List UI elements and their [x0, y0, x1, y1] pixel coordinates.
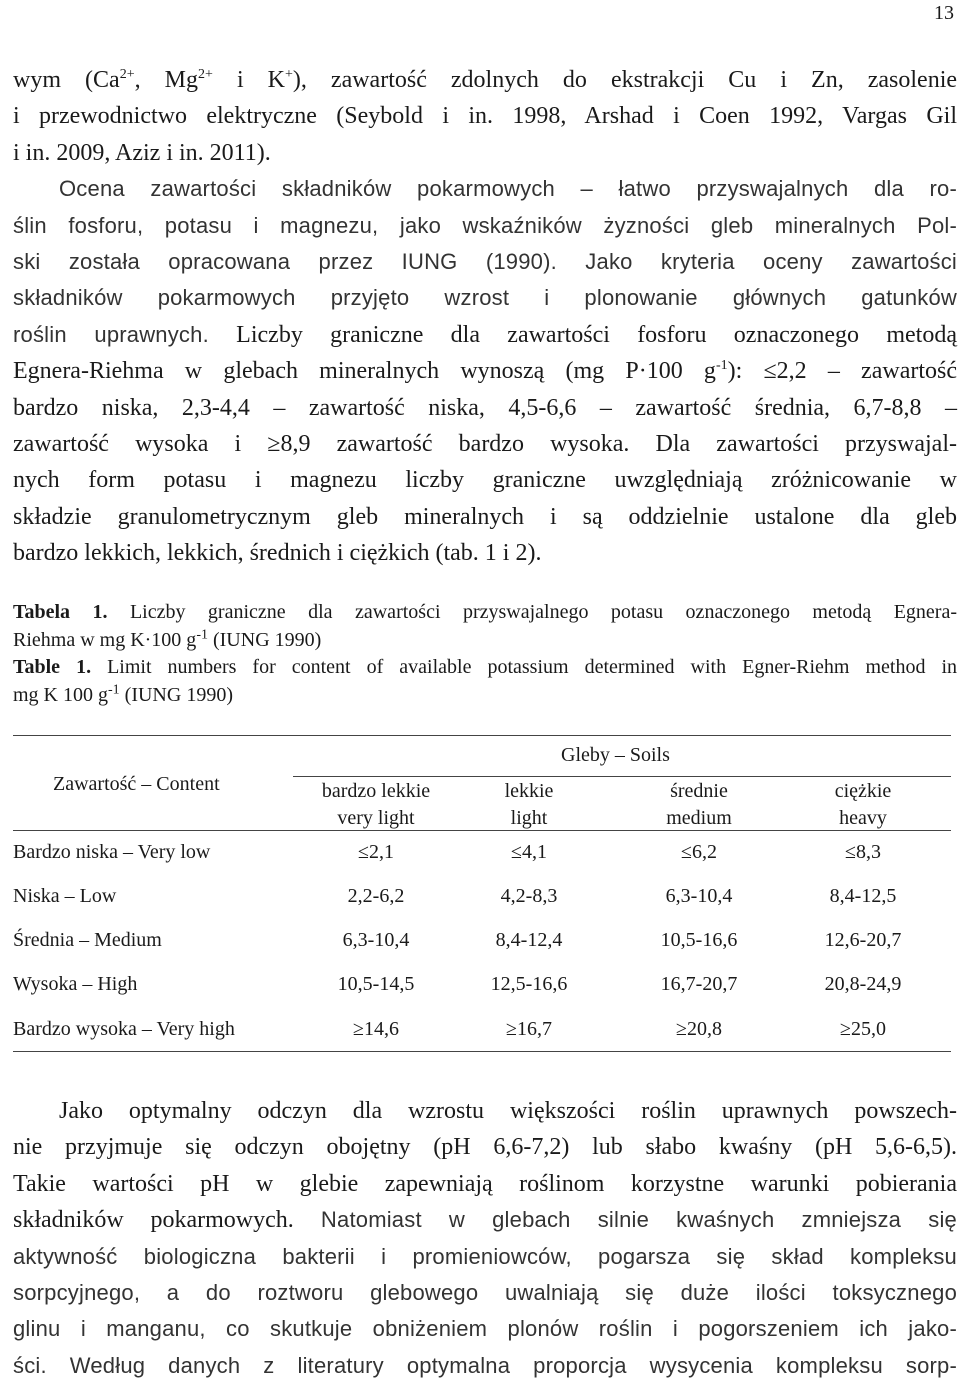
- table-cell: 8,4-12,4: [495, 929, 563, 951]
- text-line: i przewodnictwo elektryczne (Seybold i in. 1998, Arshad i Coen 1992, Vargas Gil: [13, 103, 957, 130]
- table-cell: 6,3-10,4: [342, 929, 410, 951]
- table-cell: ≥14,6: [353, 1018, 399, 1040]
- text-line: Takie wartości pH w glebie zapewniają roślinom korzystne warunki pobierania: [13, 1170, 957, 1197]
- table-row: [13, 973, 951, 1003]
- row-label: Bardzo wysoka – Very high: [13, 1018, 235, 1040]
- table-rule-bottom: [13, 1051, 951, 1052]
- text-line: roślin uprawnych. Liczby graniczne dla zawartości fosforu oznaczonego metodą: [13, 321, 957, 348]
- header-soils-rule: [293, 776, 951, 777]
- caption-line: mg K 100 $g^{-1}$ (IUNG 1990): [13, 682, 233, 706]
- table-cell: 12,5-16,6: [490, 973, 568, 995]
- table-cell: 16,7-20,7: [660, 973, 738, 995]
- column-header-very-light: bardzo lekkie very light: [321, 780, 431, 829]
- text-line: składzie granulometrycznym gleb mineralnych i są oddzielnie ustalone dla gleb: [13, 503, 957, 530]
- table-cell: 6,3-10,4: [665, 885, 733, 907]
- table-cell: 12,6-20,7: [824, 929, 902, 951]
- table-cell: 4,2-8,3: [500, 885, 558, 907]
- table-row: [13, 841, 951, 871]
- body-text-top: [13, 62, 957, 572]
- table-caption-en: [13, 653, 957, 709]
- table-cell: ≤8,3: [845, 841, 881, 863]
- table-cell: 10,5-16,6: [660, 929, 738, 951]
- text-line: nie przyjmuje się odczyn obojętny (pH 6,6-7,2) lub słabo kwaśny (pH 5,6-6,5).: [13, 1134, 957, 1161]
- header-content: Zawartość – Content: [53, 773, 220, 795]
- caption-line: Tabela 1. Liczby graniczne dla zawartości przyswajalnego potasu oznaczonego metodą Egnera-: [13, 601, 957, 623]
- row-label: Średnia – Medium: [13, 929, 162, 951]
- text-line: składników pokarmowych przyjęto wzrost i plonowanie głównych gatunków: [13, 285, 957, 311]
- table-rule-top: [13, 735, 951, 736]
- text-line: Ocena zawartości składników pokarmowych – łatwo przyswajalnych dla ro-: [59, 176, 957, 202]
- text-line: wym ($Ca^{2+}$, $Mg^{2+}$ i K+), zawartość zdolnych do ekstrakcji Cu i Zn, zasolenie: [13, 67, 958, 93]
- page-number: 13: [934, 2, 954, 24]
- table-cell: 2,2-6,2: [347, 885, 405, 907]
- table-cell: ≥25,0: [840, 1018, 886, 1040]
- table-row: [13, 1018, 951, 1048]
- table-cell: 8,4-12,5: [829, 885, 897, 907]
- table-cell: ≥20,8: [676, 1018, 722, 1040]
- column-header-medium: średnie medium: [666, 780, 732, 829]
- body-text-bottom: [13, 1093, 957, 1384]
- column-header-light: lekkie light: [504, 780, 554, 829]
- table-cell: ≤2,1: [358, 841, 394, 863]
- text-line: nych form potasu i magnezu liczby graniczne uwzględniają zróżnicowanie w: [13, 467, 957, 494]
- text-line: bardzo niska, 2,3-4,4 – zawartość niska, 4,5-6,6 – zawartość średnia, 6,7-8,8 –: [13, 394, 957, 421]
- row-label: Bardzo niska – Very low: [13, 841, 211, 863]
- table-cell: ≤6,2: [681, 841, 717, 863]
- text-line: ślin fosforu, potasu i magnezu, jako wskaźników żyzności gleb mineralnych Pol-: [13, 212, 957, 238]
- text-line: ści. Według danych z literatury optymalna proporcja wysycenia kompleksu sorp-: [13, 1352, 957, 1378]
- caption-line: Table 1. Limit numbers for content of available potassium determined with Egner-Riehm method in: [13, 656, 958, 678]
- column-header-heavy: ciężkie heavy: [834, 780, 892, 829]
- text-line: zawartość wysoka i ≥8,9 zawartość bardzo wysoka. Dla zawartości przyswajal-: [13, 431, 957, 458]
- table-cell: 20,8-24,9: [824, 973, 902, 995]
- text-line: sorpcyjnego, a do roztworu glebowego uwalniają się duże ilości toksycznego: [13, 1280, 957, 1306]
- text-line: Jako optymalny odczyn dla wzrostu większości roślin uprawnych powszech-: [59, 1098, 957, 1124]
- caption-line: Riehma w mg K·100 $g^{-1}$ (IUNG 1990): [13, 627, 322, 651]
- text-line: składników pokarmowych. Natomiast w glebach silnie kwaśnych zmniejsza się: [13, 1207, 957, 1234]
- table-cell: ≥16,7: [506, 1018, 552, 1040]
- table-cell: ≤4,1: [511, 841, 547, 863]
- table-row: [13, 929, 951, 959]
- text-line: aktywność biologiczna bakterii i promieniowców, pogarsza się skład kompleksu: [13, 1243, 957, 1269]
- text-line: ski została opracowana przez IUNG (1990). Jako kryteria oceny zawartości: [13, 249, 957, 275]
- caption-label: Table 1.: [13, 656, 92, 678]
- table-row: [13, 885, 951, 915]
- text-line: bardzo lekkich, lekkich, średnich i ciężkich (tab. 1 i 2).: [13, 540, 542, 567]
- table-caption-pl: [13, 598, 957, 654]
- table-cell: 10,5-14,5: [337, 973, 415, 995]
- table-rule-mid: [13, 830, 951, 831]
- header-soils: Gleby – Soils: [561, 744, 670, 766]
- text-line: i in. 2009, Aziz i in. 2011).: [13, 139, 271, 166]
- row-label: Niska – Low: [13, 885, 117, 907]
- text-line: Egnera-Riehma w glebach mineralnych wynoszą (mg P·100 $g^{-1}$): ≤2,2 – zawartość: [13, 358, 958, 385]
- caption-label: Tabela 1.: [13, 601, 108, 623]
- row-label: Wysoka – High: [13, 973, 138, 995]
- text-line: glinu i manganu, co skutkuje obniżeniem plonów roślin i pogorszeniem ich jako-: [13, 1316, 957, 1342]
